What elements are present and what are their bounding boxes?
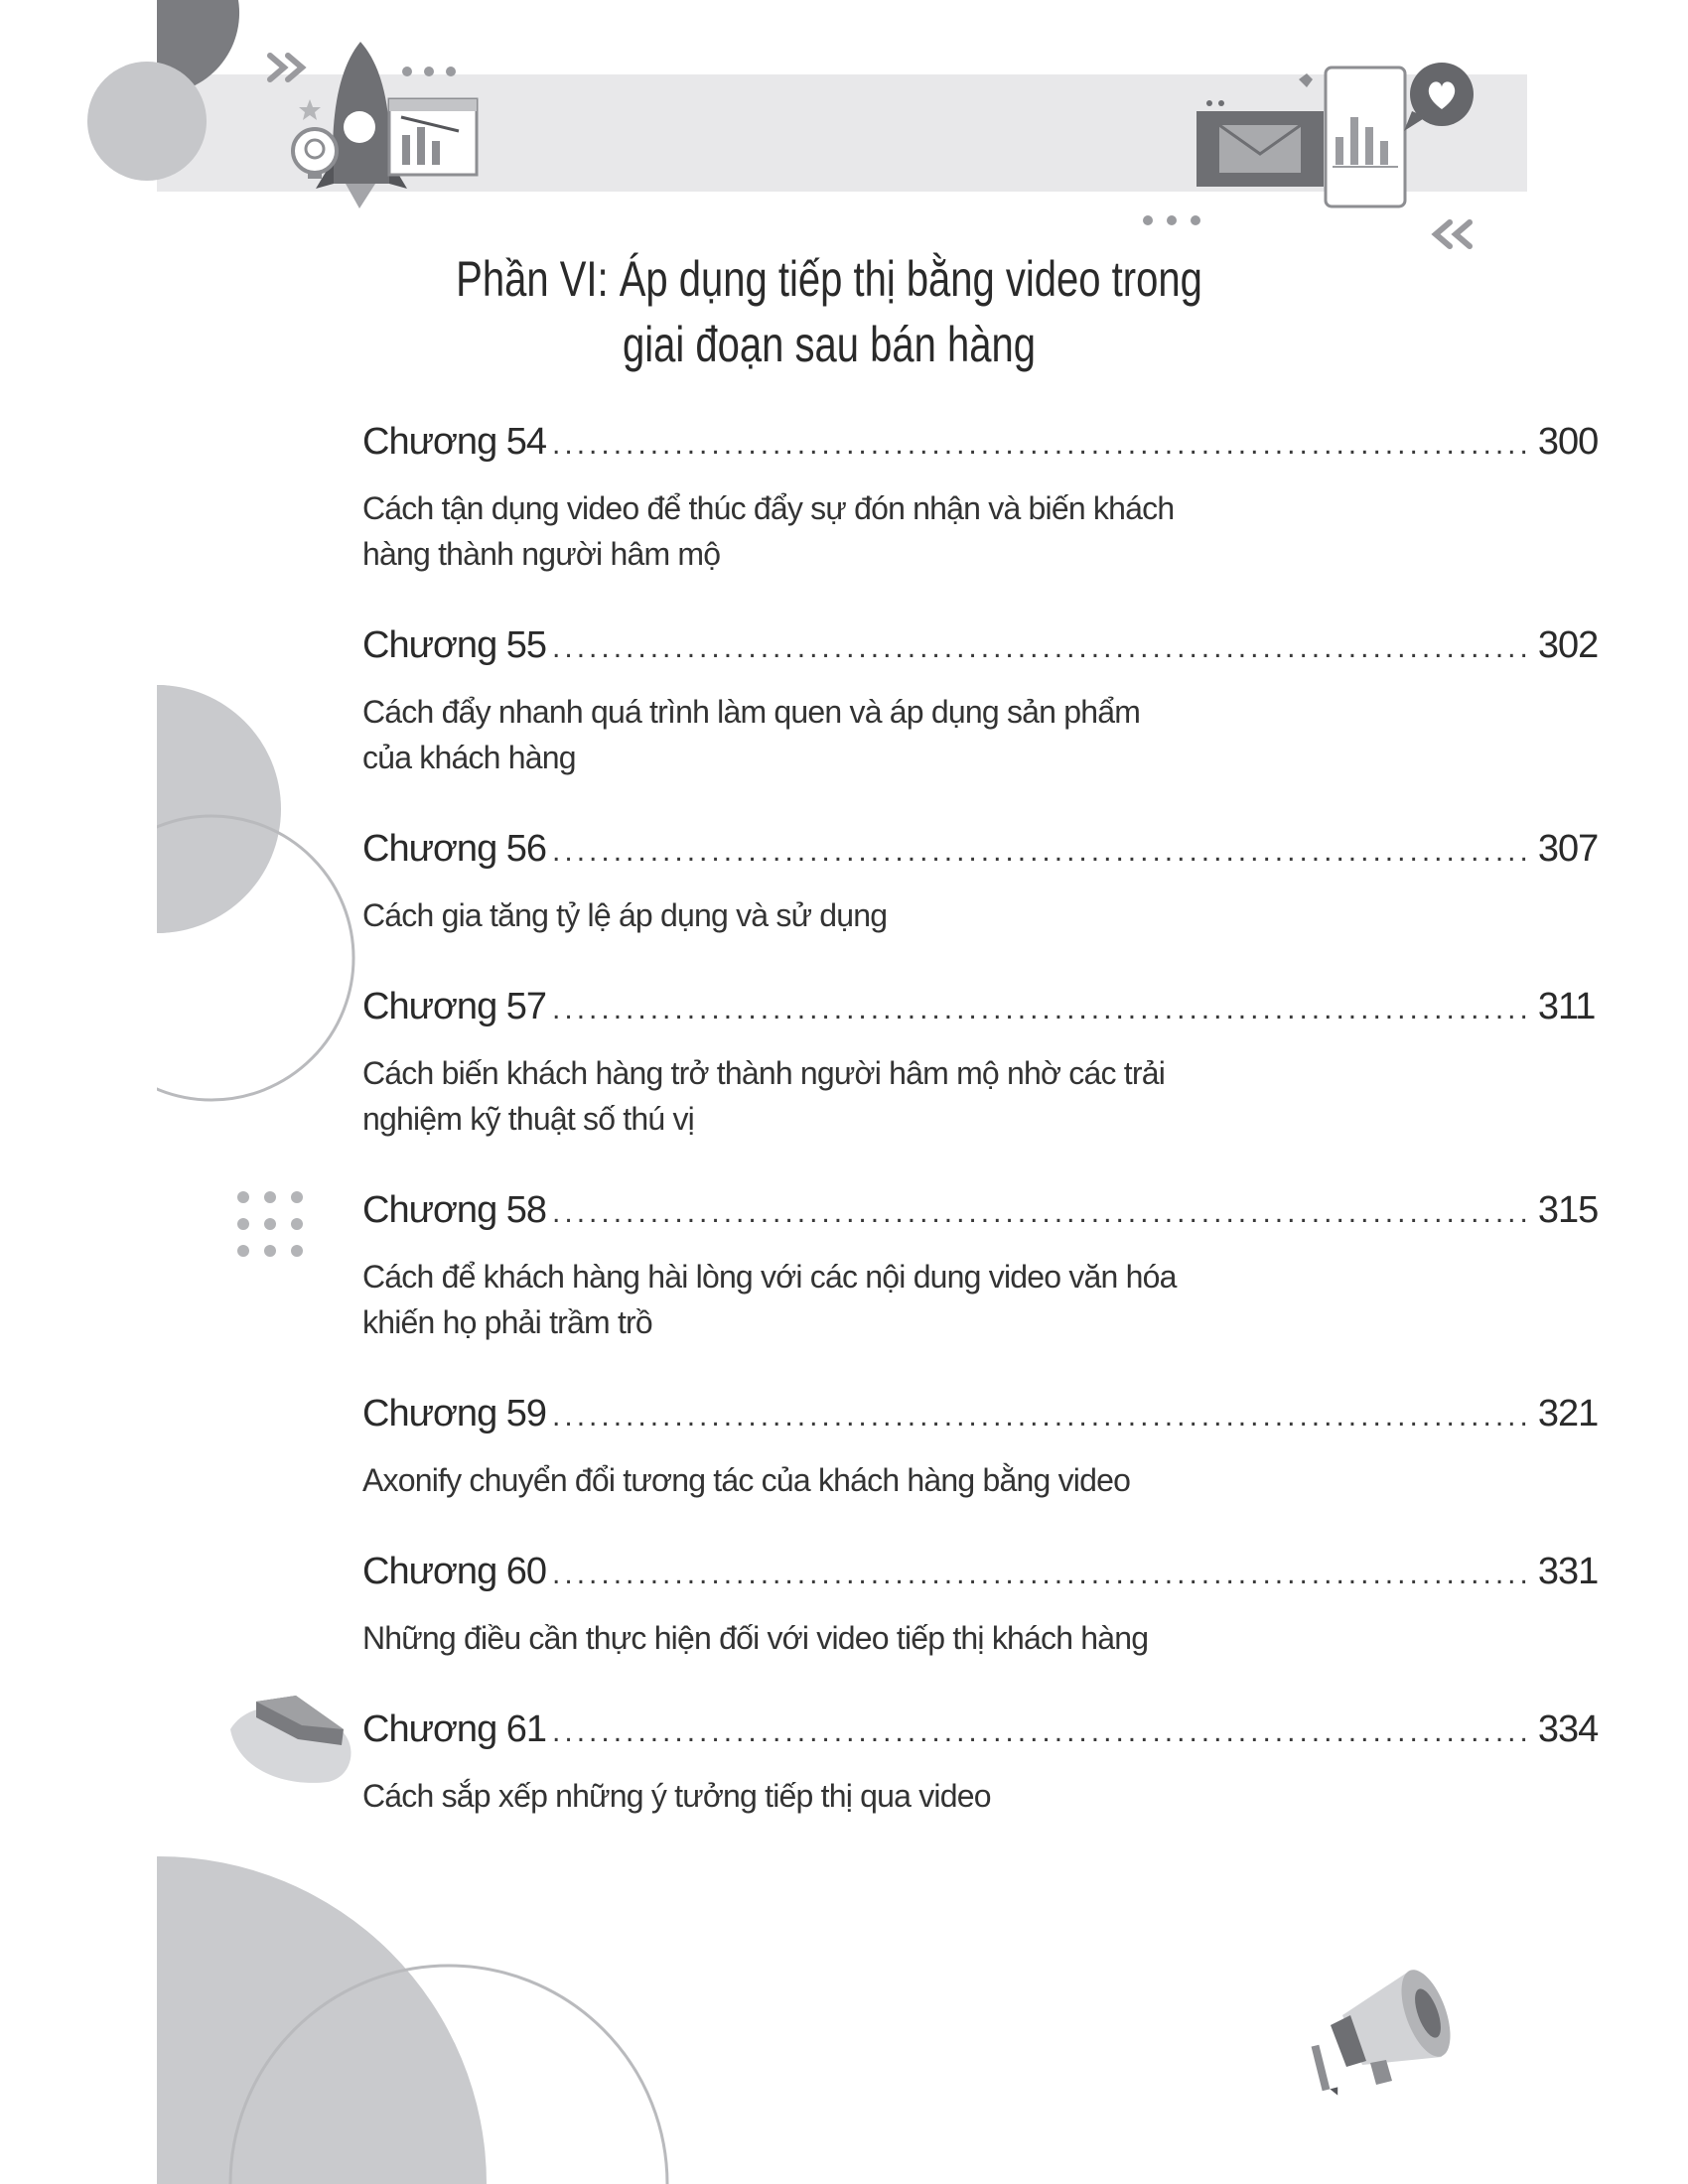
chapter-row [362, 1389, 1599, 1441]
chapter-description: Axonify chuyển đổi tương tác của khách hàng bằng video [362, 1462, 1131, 1498]
dot-leader: ................................................................................ [552, 835, 1532, 868]
chapter-label: Chương 61 [362, 1708, 547, 1750]
toc-entry[interactable] [362, 982, 1596, 1142]
half-circle-shape [157, 685, 264, 933]
dot-leader: ................................................................................ [552, 631, 1532, 664]
chapter-row [362, 620, 1599, 673]
dot-leader: ................................................................................ [552, 1558, 1532, 1590]
dot-leader: ................................................................................ [552, 428, 1532, 461]
chapter-description: Cách tận dụng video để thúc đẩy sự đón nhận và biến khách hàng thành người hâm mộ [362, 490, 1175, 572]
chapter-label: Chương 58 [362, 1189, 547, 1231]
chapter-label: Chương 55 [362, 624, 547, 666]
dot-leader: ................................................................................ [552, 1196, 1532, 1229]
dot-leader: ................................................................................ [552, 1400, 1532, 1433]
toc-entry[interactable] [362, 417, 1599, 577]
toc-entry[interactable] [362, 1705, 1599, 1819]
chapter-label: Chương 57 [362, 986, 547, 1027]
double-chevron-left-icon [1436, 222, 1470, 246]
pencil-icon [1312, 2045, 1340, 2097]
chapter-label: Chương 54 [362, 421, 547, 463]
chapter-row [362, 1547, 1599, 1599]
toc-entry[interactable] [362, 1389, 1599, 1503]
tablet-chart-icon [1326, 68, 1405, 206]
dot-leader: ................................................................................ [552, 1715, 1532, 1748]
chapter-page: 311 [1537, 986, 1596, 1027]
part-title: Phần VI: Áp dụng tiếp thị bằng video trong giai đoạn sau bán hàng [456, 251, 1202, 372]
chapter-row [362, 982, 1596, 1034]
toc-entry[interactable] [362, 824, 1599, 938]
chapter-description: Những điều cần thực hiện đối với video tiếp thị khách hàng [362, 1620, 1149, 1656]
chapter-description: Cách biến khách hàng trở thành người hâm mộ nhờ các trải nghiệm kỹ thuật số thú vị [362, 1055, 1166, 1137]
chapter-row [362, 417, 1599, 470]
circle-shape [87, 62, 207, 181]
chapter-label: Chương 56 [362, 828, 547, 870]
envelope-icon [1196, 100, 1324, 187]
chapter-page: 307 [1537, 828, 1599, 870]
toc-entry[interactable] [362, 620, 1599, 780]
dot-leader: ................................................................................ [552, 993, 1532, 1025]
toc-entry[interactable] [362, 1547, 1599, 1661]
chapter-label: Chương 60 [362, 1551, 547, 1592]
chapter-description: Cách đẩy nhanh quá trình làm quen và áp dụng sản phẩm của khách hàng [362, 694, 1141, 775]
chapter-description: Cách gia tăng tỷ lệ áp dụng và sử dụng [362, 897, 888, 933]
chapter-description: Cách để khách hàng hài lòng với các nội dung video văn hóa khiến họ phải trầm trồ [362, 1259, 1177, 1340]
chapter-page: 300 [1537, 421, 1599, 463]
chapter-row [362, 824, 1599, 877]
chapter-label: Chương 59 [362, 1393, 547, 1434]
toc-entry[interactable] [362, 1185, 1599, 1345]
dot-grid [237, 1191, 303, 1257]
browser-chart-icon [389, 99, 477, 175]
chapter-page: 321 [1537, 1393, 1599, 1434]
eraser-icon [230, 1696, 351, 1783]
chapter-page: 331 [1537, 1551, 1599, 1592]
chapter-row [362, 1705, 1599, 1757]
chapter-row [362, 1185, 1599, 1238]
toc-list [362, 417, 1599, 1819]
megaphone-icon [1331, 1964, 1461, 2085]
chapter-description: Cách sắp xếp những ý tưởng tiếp thị qua video [362, 1778, 991, 1814]
chapter-page: 302 [1537, 624, 1599, 666]
chapter-page: 334 [1537, 1708, 1599, 1750]
chapter-page: 315 [1537, 1189, 1599, 1231]
